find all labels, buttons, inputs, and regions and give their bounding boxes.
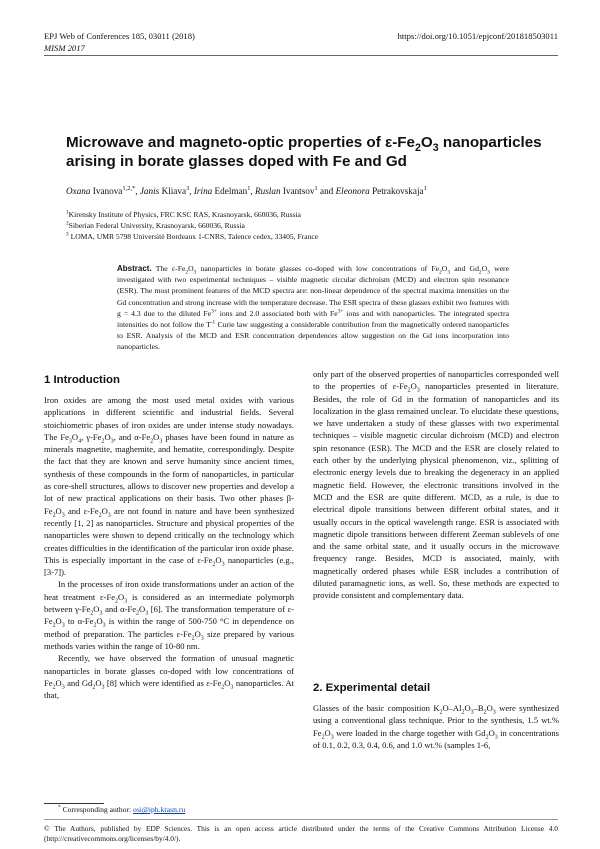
abstract-label: Abstract.	[117, 264, 152, 273]
abstract	[117, 263, 509, 353]
journal-citation: EPJ Web of Conferences 185, 03011 (2018)	[44, 31, 195, 41]
license-rule	[44, 819, 558, 820]
conference-name: MISM 2017	[44, 43, 85, 53]
paragraph: Recently, we have observed the formation of unusual magnetic nanoparticles in borate glasses co-doped with low concentrations of $Fe_2O_3$ and $Gd_2O_3$ [8] which were identified as $\varepsilon-Fe_2O_3$ nanoparticles. At that,	[44, 653, 294, 701]
abstract-text: The $\varepsilon-Fe_2O_3$ nanoparticles in borate glasses co-doped with low concentrations of $Fe_2O_3$ and $Gd_2O_3$ were investigated with two experimental techniques – visible magnetic circular dichroism (MCD) and electron spin resonance (ESR). The most prominent features of the MCD spectra are: non-linear dependence of the spectral maxima intensities on the Gd concentration and strong increase with the temperature decrease. The ESR spectra of these glasses exhibit two features with g = 4.3 due to the diluted $Fe^{3+}$ ions and 2.0 associated both with $Fe^{3+}$ ions and with nanoparticles. The integrated spectra intensities do not follow the $T^{-1}$ Curie law suggesting a considerable contribution from the magnetically ordered nanoparticles to ESR. Analysis of the MCD and ESR concentration dependences allow suggestion on the Gd ions incorporation into nanoparticles.	[117, 264, 510, 352]
author-list: Oxana Ivanova$^{1,2,*}$, Janis Kliava$^3$, Irina Edelman$^1$, Ruslan Ivantsov$^1$ and Eleonora Petrakovskaja$^1$	[66, 184, 427, 196]
section-heading-introduction: 1 Introduction	[44, 374, 120, 386]
license-text: © The Authors, published by EDP Sciences. This is an open access article distributed under the terms of the Creative Commons Attribution License 4.0 (http://creativecommons.org/licenses/by/4.0/).	[44, 824, 558, 843]
email-link[interactable]: osi@iph.krasn.ru	[133, 805, 186, 814]
left-column	[44, 394, 294, 701]
affiliation-1: $^1$Kirensky Institute of Physics, FRC KSC RAS, Krasnoyarsk, 660036, Russia	[66, 209, 301, 219]
footnote: * Corresponding author: osi@iph.krasn.ru	[58, 804, 186, 814]
doi-link[interactable]: https://doi.org/10.1051/epjconf/201818503011	[397, 31, 558, 41]
section-heading-experimental: 2. Experimental detail	[313, 682, 431, 694]
right-column	[313, 368, 559, 602]
affiliation-3: $^3$ LOMA, UMR 5798 Université Bordeaux 1-CNRS, Talence cedex, 33405, France	[66, 231, 319, 241]
experimental-paragraph: Glasses of the basic composition $K_2O-Al_2O_3-B_2O_3$ were synthesized using a conventional glass technique. Prior to the synthesis, 1.5 wt.% $Fe_2O_3$ were loaded in the charge together with $Gd_2O_3$ in concentrations of 0.1, 0.2, 0.3, 0.4, 0.6, and 1.0 wt.% (samples 1-6,	[313, 703, 559, 750]
paragraph: only part of the observed properties of nanoparticles corresponded well to the properties of $\varepsilon-Fe_2O_3$ nanoparticles presented in literature. Besides, the role of Gd in the formation of nanoparticles and its localization in the glass remained unclear. To elucidate these questions, we have undertaken a study of these glasses with two experimental techniques – visible magnetic circular dichroism (MCD) and electron spin resonance (ESR). The MCD and the ESR are closely related to each other by the underlying physical phenomenon, viz., splitting of electronic energy levels due to breaking the degeneracy in an applied magnetic field. However, the electronic transitions involved in the MCD and the ESR are quite different. MCD, as a rule, is due to electrical dipole transitions between different orbital states, and it usually occurs in the optical wavelength range. ESR is associated with magnetic dipole transitions between different Zeeman sublevels of one and the same orbital state, and it usually occurs in the microwave frequency range. Besides, MCD is associated, mainly, with magnetically ordered phases while ESR includes a contribution of diluted paramagnetic ions, as well. So, these methods are expected to provide consistent and complementary data.	[313, 369, 559, 601]
paper-title: Microwave and magneto-optic properties of $\varepsilon-Fe_2O_3$ nanoparticles arising in borate glasses doped with Fe and Gd	[66, 134, 542, 170]
header-rule	[44, 55, 558, 56]
paragraph: In the processes of iron oxide transformations under an action of the heat treatment $\varepsilon-Fe_2O_3$ is considered as an intermediate polymorph between $\gamma-Fe_2O_3$ and $\alpha-Fe_2O_3$ [6]. The transformation temperature of $\varepsilon-Fe_2O_3$ to $\alpha-Fe_2O_3$ is within the range of 500-750 °C in dependence on method of preparation. The particles $\varepsilon-Fe_2O_3$ size prepared by various methods varies within the range of 10-80 nm.	[44, 579, 295, 651]
affiliation-2: $^2$Siberian Federal University, Krasnoyarsk, 660036, Russia	[66, 220, 245, 230]
footnote-rule	[44, 803, 104, 804]
paragraph: Iron oxides are among the most used metal oxides with various applications in different scientific and industrial fields. Several stoichiometric phases of iron oxides are under intense study nowadays. The $Fe_3O_4$, $\gamma-Fe_2O_3$, and $\alpha-Fe_2O_3$ phases have been found in nature as minerals magnetite, maghemite, and hematite, correspondingly. Despite the fact that they are known and serve humanity since ancient times, synthesis of these compounds in the form of nanoparticles, in particular as core-shell structures, allows to discover new properties and develop a lot of new practical applications on their basis. Two other phases $\beta-Fe_2O_3$ and $\varepsilon-Fe_2O_3$ are not found in nature and have been synthesized recently [1, 2] as nanoparticles. Structure and physical properties of the nanoparticles were shown to depend critically on the technology which creates difficulties in the identification of the particular iron oxide phase. This is especially important in the case of $\varepsilon-Fe_2O_3$ nanoparticles (e.g., [3-7]).	[44, 395, 294, 578]
